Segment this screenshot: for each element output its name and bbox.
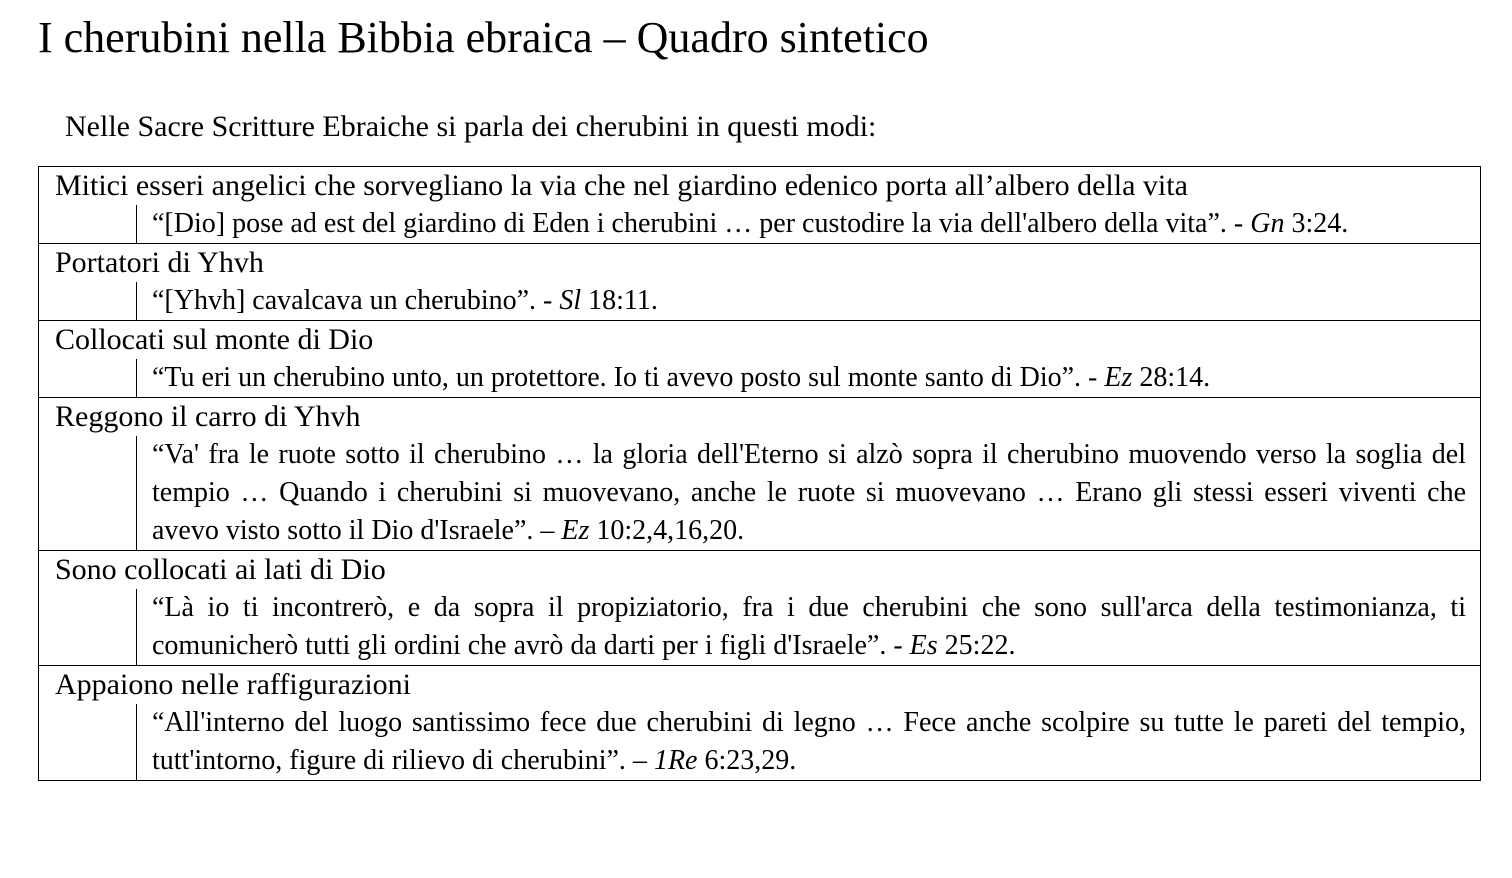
row-quote-cell [136, 436, 1480, 550]
row-quote [152, 282, 1466, 320]
row-quote-cell [136, 704, 1480, 780]
row-quote-cell [136, 589, 1480, 665]
quote-text: “Tu eri un cherubino unto, un protettore. Io ti avevo posto sul monte santo di Dio”. - [152, 362, 1098, 393]
quote-text: “Va' fra le ruote sotto il cherubino … la gloria dell'Eterno si alzò sopra il cherubino muovendo verso la soglia del tempio … Quando i cherubini si muovevano, anche le ruote si muovevano … Erano gli stessi esseri viventi che avevo visto sotto il Dio d'Israele”. – [152, 439, 1466, 546]
page-title: I cherubini nella Bibbia ebraica – Quadro sintetico [38, 13, 929, 62]
row-quote [152, 359, 1466, 397]
quote-text: “[Dio] pose ad est del giardino di Eden i cherubini … per custodire la via dell'albero della vita”. - [152, 208, 1244, 239]
reference-verse: 6:23,29. [704, 745, 797, 776]
reference-book: Gn [1250, 208, 1285, 239]
reference-book: 1Re [653, 745, 698, 776]
reference-verse: 25:22. [944, 630, 1016, 661]
row-quote [152, 704, 1466, 780]
row-quote [152, 205, 1466, 243]
reference-verse: 10:2,4,16,20. [596, 515, 745, 546]
row-heading: Appaiono nelle raffigurazioni [55, 668, 411, 701]
intro-text: Nelle Sacre Scritture Ebraiche si parla dei cherubini in questi modi: [65, 110, 877, 143]
reference-verse: 3:24. [1291, 208, 1349, 239]
row-heading: Mitici esseri angelici che sorvegliano la via che nel giardino edenico porta all’albero della vita [55, 169, 1188, 202]
table-row [39, 167, 1480, 243]
reference-book: Es [909, 630, 938, 661]
row-heading: Portatori di Yhvh [55, 246, 264, 279]
table-row [39, 665, 1480, 780]
row-quote-cell [136, 359, 1480, 397]
row-quote [152, 589, 1466, 665]
quote-text: “[Yhvh] cavalcava un cherubino”. - [152, 285, 553, 316]
row-heading: Sono collocati ai lati di Dio [55, 553, 386, 586]
reference-book: Sl [559, 285, 582, 316]
reference-book: Ez [561, 515, 590, 546]
table-row [39, 550, 1480, 665]
reference-verse: 18:11. [588, 285, 658, 316]
row-heading: Reggono il carro di Yhvh [55, 400, 361, 433]
row-heading: Collocati sul monte di Dio [55, 323, 374, 356]
table-row [39, 397, 1480, 550]
reference-verse: 28:14. [1139, 362, 1211, 393]
row-quote [152, 436, 1466, 550]
table-row [39, 243, 1480, 320]
reference-book: Ez [1104, 362, 1133, 393]
quote-text: “All'interno del luogo santissimo fece due cherubini di legno … Fece anche scolpire su tutte le pareti del tempio, tutt'intorno, figure di rilievo di cherubini”. – [152, 707, 1466, 776]
row-quote-cell [136, 205, 1480, 243]
quote-text: “Là io ti incontrerò, e da sopra il propiziatorio, fra i due cherubini che sono sull'arca della testimonianza, ti comunicherò tutti gli ordini che avrò da darti per i figli d'Israele”. - [152, 592, 1466, 661]
summary-table [38, 166, 1481, 781]
row-quote-cell [136, 282, 1480, 320]
table-row [39, 320, 1480, 397]
